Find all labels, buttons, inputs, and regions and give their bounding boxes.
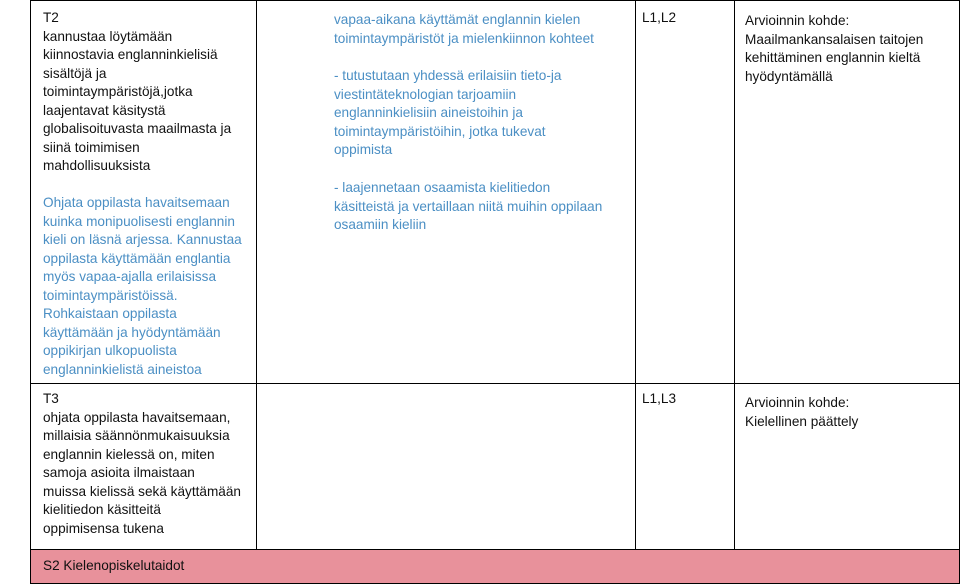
row1-areas-cell [635,0,735,384]
row1-content-item-2: - laajennetaan osaamista kielitiedon käsitteistä ja vertaillaan niitä muihin oppilaan osaamiin kieliin [334,180,603,232]
row1-areas-text: L1,L2 [642,10,677,25]
row1-assessment-text: Arvioinnin kohde: Maailmankansalaisen taitojen kehittäminen englannin kieltä hyödyntämällä [745,13,924,84]
footer-label: S2 Kielenopiskelutaidot [43,558,185,573]
row2-goal-text: T3 ohjata oppilasta havaitsemaan, millaisia säännönmukaisuuksia englannin kielessä on, miten samoja asioita ilmaistaan muissa kielissä sekä käyttämään kielitiedon käsitteitä oppimisensa tukena [43,391,241,536]
row1-content-item-1: - tutustutaan yhdessä erilaisiin tieto-ja viestintäteknologian tarjoamiin englanninkielisiin aineistoihin ja toimintaympäristöihin, jotka tukevat oppimista [334,68,562,157]
row1-goal-text: T2 kannustaa löytämään kiinnostavia englanninkielisiä sisältöjä ja toimintaympäristöjä,jotka laajentavat käsitystä globalisoituvasta maailmasta ja siinä toimimisen mahdollisuuksista [43,10,232,173]
row1-content-intro: vapaa-aikana käyttämät englannin kielen toimintaympäristöt ja mielenkiinnon kohteet [334,12,594,46]
row1-goal-guidance-text: Ohjata oppilasta havaitsemaan kuinka monipuolisesti englannin kieli on läsnä arjessa. Kannustaa oppilasta käyttämään englantia myös vapaa-ajalla erilaisissa toimintaympäristöissä. Rohkaistaan oppilasta käyttämään ja hyödyntämään oppikirjan ulkopuolista englanninkielistä aineistoa [43,195,242,377]
row2-areas-text: L1,L3 [642,391,677,406]
row2-content-cell [256,383,636,550]
row2-assessment-text: Arvioinnin kohde: Kielellinen päättely [745,395,859,429]
